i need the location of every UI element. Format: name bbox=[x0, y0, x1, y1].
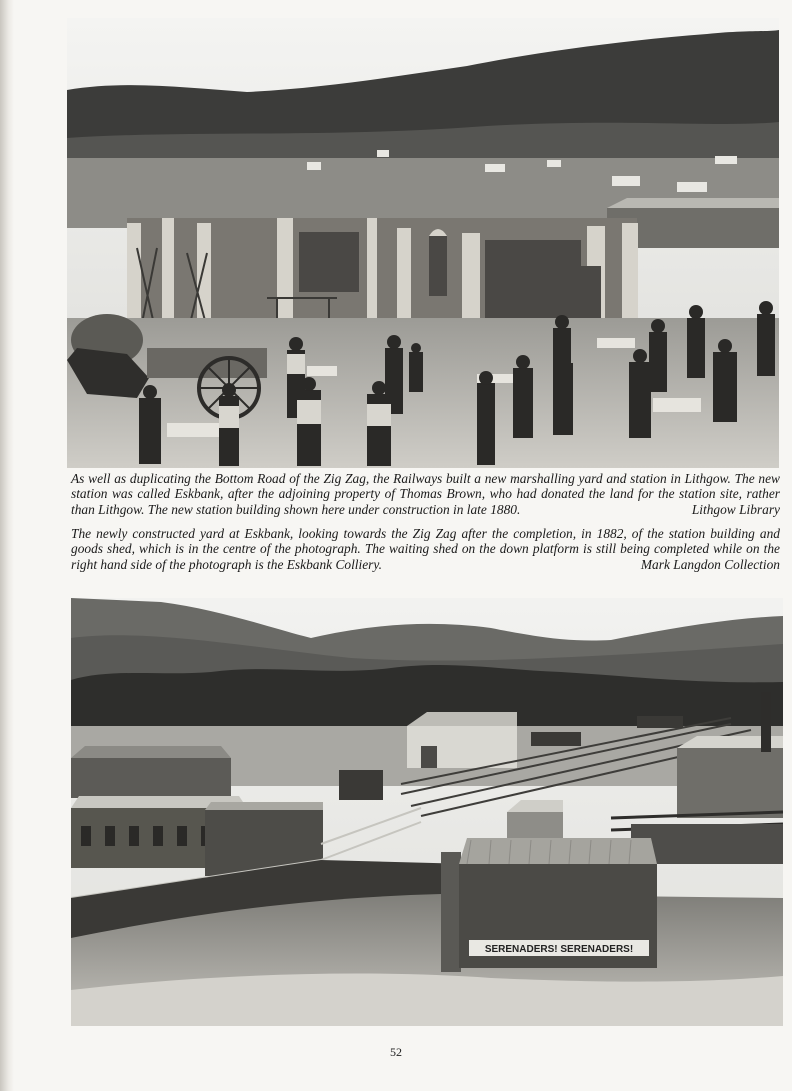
yard-photo-image bbox=[71, 598, 783, 1026]
serenaders-sign: SERENADERS! SERENADERS! bbox=[484, 944, 634, 955]
construction-photo-image bbox=[67, 18, 779, 468]
yard-photo-credit: Mark Langdon Collection bbox=[640, 556, 780, 572]
eskbank-station-construction-photo bbox=[67, 18, 779, 468]
construction-photo-caption-text: As well as duplicating the Bottom Road of the Zig Zag, the Railways built a new marshalling yard and station in Lithgow. The new station was called Eskbank, after the adjoining property of Thomas Brown, who had donated the land for the station site, rather than Lithgow. The new station building shown here under construction in late 1880. bbox=[71, 471, 780, 517]
yard-photo-caption-text: The newly constructed yard at Eskbank, looking towards the Zig Zag after the completion, in 1882, of the station building and goods shed, which is in the centre of the photograph. The waiting shed on the down platform is still being completed while on the right hand side of the photograph is the Eskbank Colliery. bbox=[71, 526, 780, 572]
yard-photo-caption bbox=[71, 526, 780, 572]
construction-photo-credit: Lithgow Library bbox=[691, 501, 780, 517]
page-binding-edge bbox=[0, 0, 14, 1091]
construction-photo-caption bbox=[71, 471, 780, 517]
page-number: 52 bbox=[390, 1045, 402, 1059]
eskbank-yard-photo bbox=[71, 598, 783, 1026]
